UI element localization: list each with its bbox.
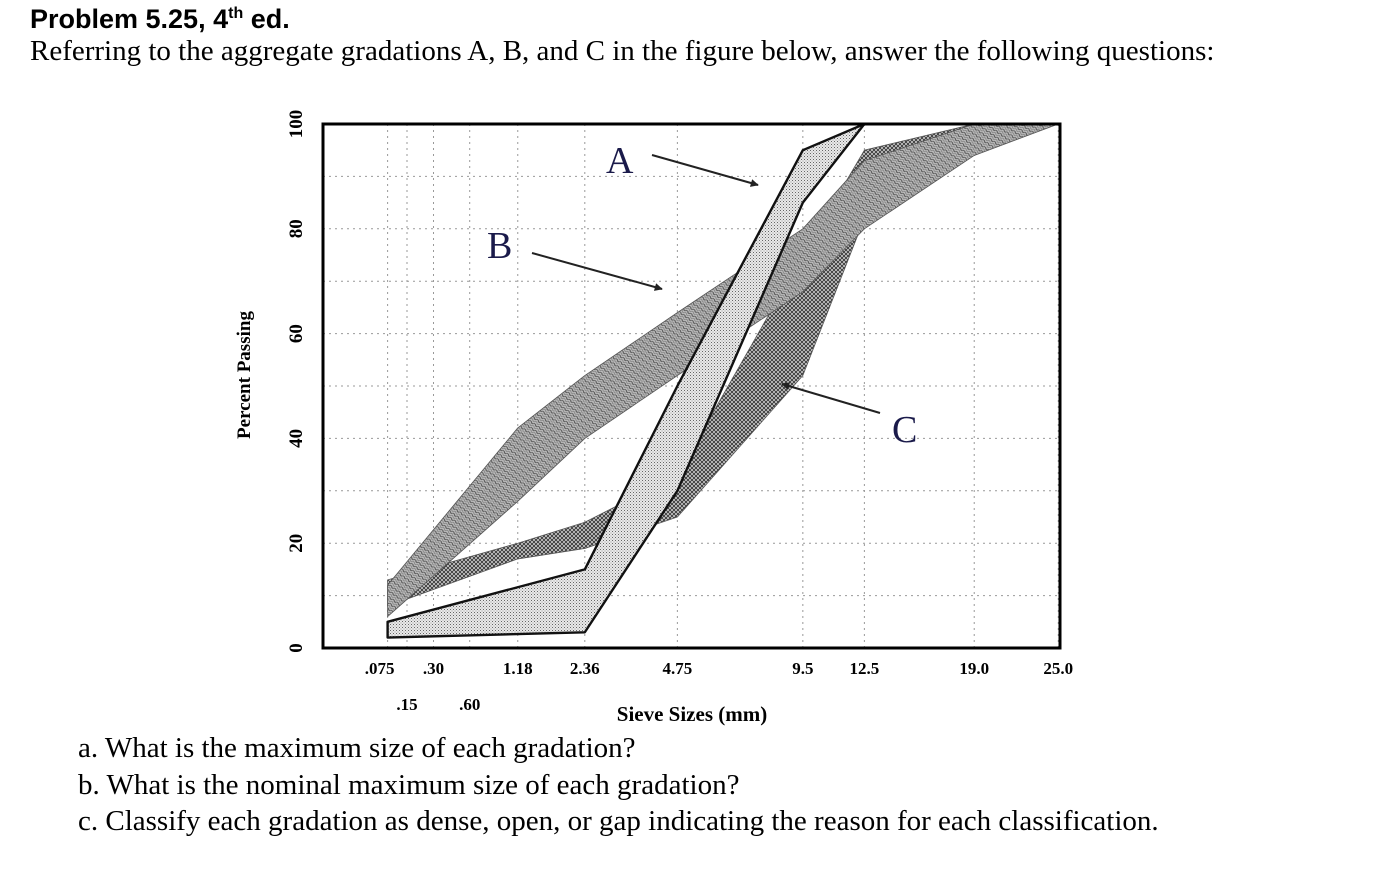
x-tick-label: 4.75 — [662, 659, 693, 678]
x-tick-label: 19.0 — [959, 659, 990, 678]
annotation-c-label: C — [892, 409, 918, 451]
annotation-a-label: A — [606, 140, 634, 182]
annotation-b-arrow — [532, 253, 662, 289]
question-c: c. Classify each gradation as dense, open, or gap indicating the reason for each classification. — [78, 805, 1159, 837]
problem-intro: Referring to the aggregate gradations A, B, and C in the figure below, answer the following questions: — [30, 35, 1215, 67]
y-tick-label: 0 — [286, 643, 307, 653]
y-tick-label: 80 — [286, 219, 307, 239]
question-list — [78, 730, 1159, 840]
x-tick-label: 25.0 — [1043, 659, 1074, 678]
x-tick-label: 2.36 — [569, 659, 600, 678]
x-tick-label: 12.5 — [849, 659, 880, 678]
annotation-c — [782, 384, 917, 451]
y-axis-label: Percent Passing — [234, 311, 255, 439]
y-tick-label: 20 — [286, 533, 307, 553]
y-tick-label: 40 — [286, 428, 307, 448]
x-tick-label: .15 — [396, 695, 418, 714]
problem-title-suffix: ed. — [243, 4, 290, 34]
y-tick-label: 60 — [286, 324, 307, 344]
question-b: b. What is the nominal maximum size of each gradation? — [78, 768, 740, 801]
y-tick-label: 100 — [286, 109, 307, 139]
annotation-c-arrow — [782, 384, 880, 413]
problem-title-sup: th — [228, 5, 244, 22]
x-tick-label: .075 — [364, 659, 395, 678]
x-tick-label: .30 — [422, 659, 445, 678]
annotation-b — [487, 225, 662, 289]
x-axis-label: Sieve Sizes (mm) — [616, 702, 768, 726]
band-layer — [388, 124, 1059, 638]
question-a: a. What is the maximum size of each gradation? — [78, 732, 636, 764]
annotation-a — [606, 140, 758, 185]
annotation-a-arrow — [652, 155, 758, 185]
x-tick-label: 9.5 — [792, 659, 814, 678]
x-tick-label: .60 — [459, 695, 481, 714]
annotation-b-label: B — [487, 225, 513, 267]
problem-title-text: Problem 5.25, 4 — [30, 4, 229, 34]
x-tick-label: 1.18 — [502, 659, 533, 678]
